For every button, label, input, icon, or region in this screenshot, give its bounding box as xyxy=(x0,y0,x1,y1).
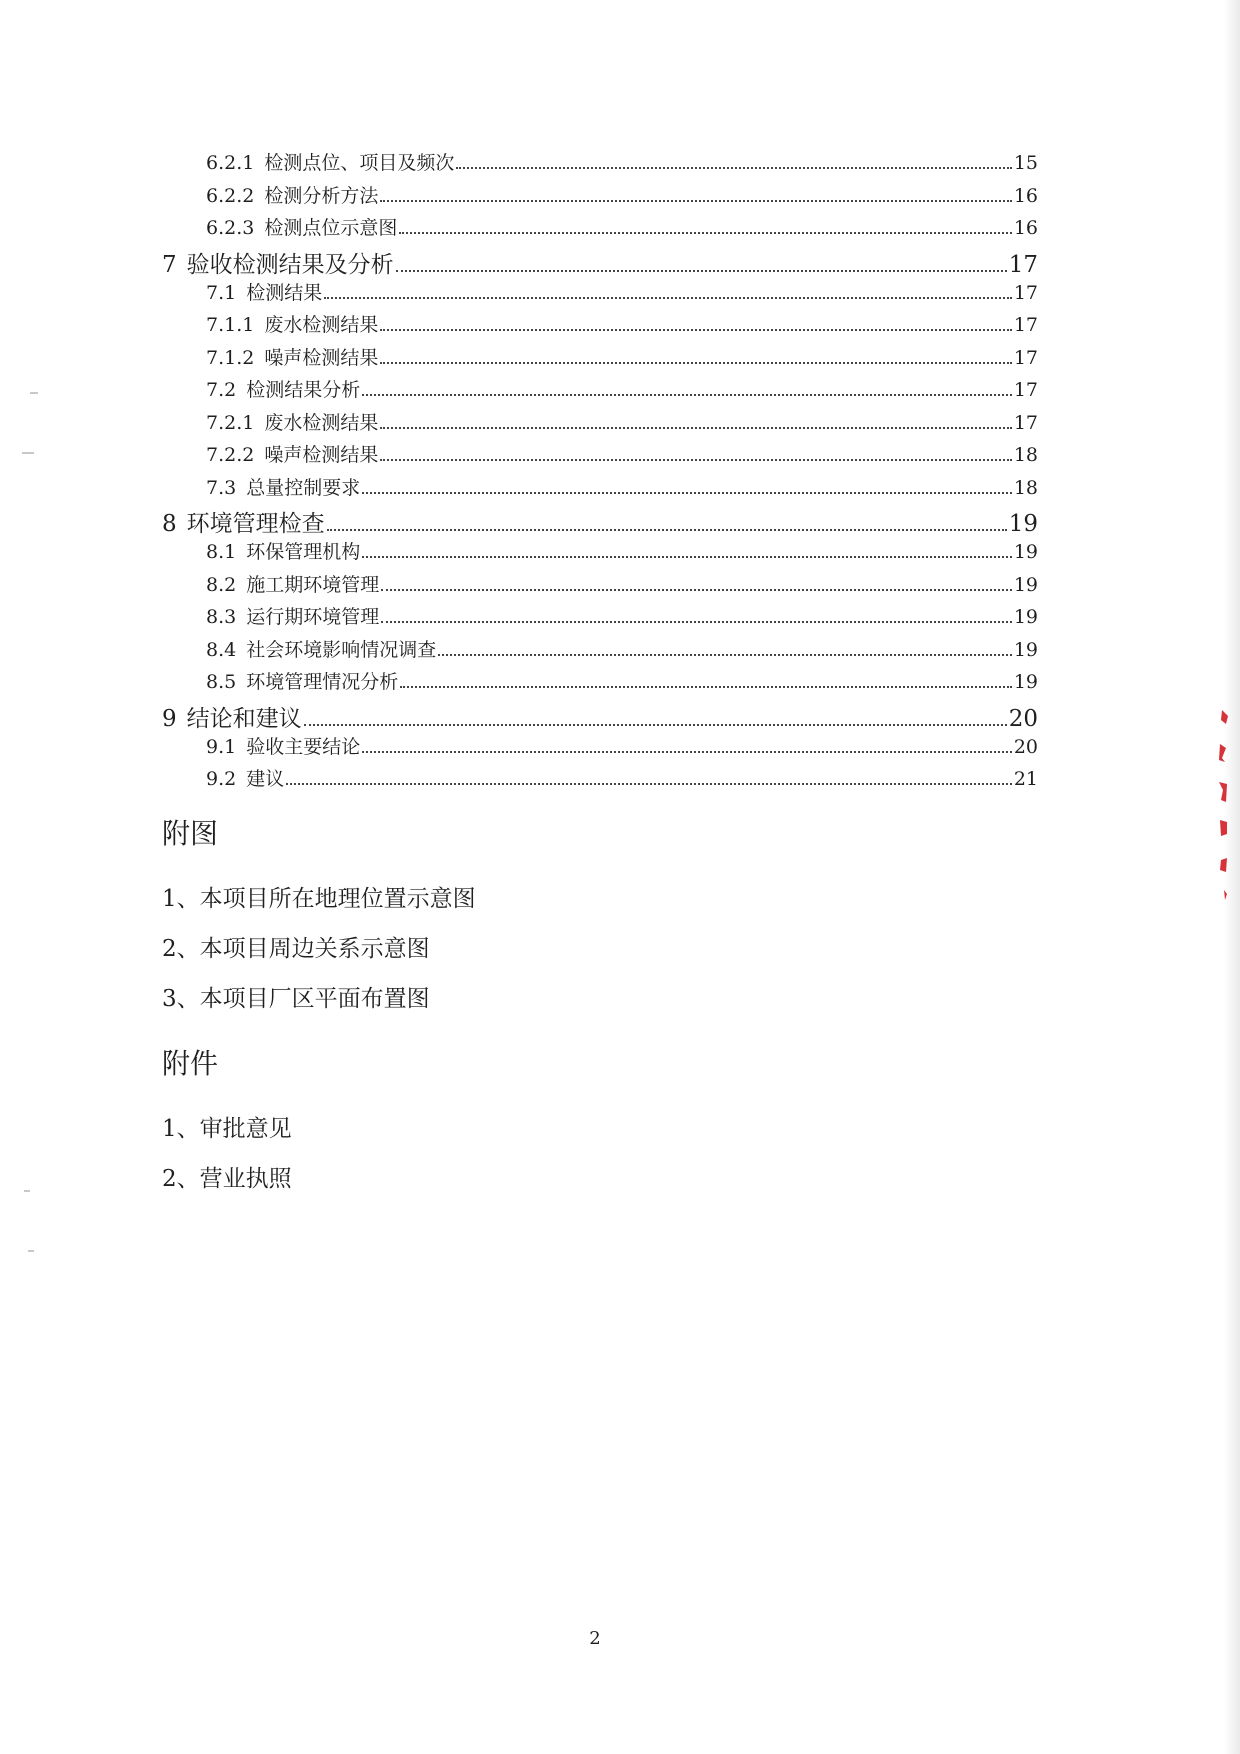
toc-title: 噪声检测结果 xyxy=(264,444,379,466)
toc-number: 8.4 xyxy=(206,638,237,661)
toc-page-number: 17 xyxy=(1013,281,1038,304)
toc-title: 废水检测结果 xyxy=(264,314,379,336)
toc-entry[interactable] xyxy=(162,343,1038,376)
toc-title: 检测点位、项目及频次 xyxy=(264,152,455,174)
dot-leader xyxy=(362,556,1012,558)
toc-number: 9.2 xyxy=(206,768,237,790)
toc-entry[interactable] xyxy=(162,602,1038,635)
toc-page-number: 19 xyxy=(1008,511,1038,537)
scan-speck xyxy=(24,1190,30,1192)
dot-leader xyxy=(380,362,1011,364)
toc-page-number: 19 xyxy=(1013,671,1038,693)
toc-entry[interactable] xyxy=(162,408,1038,441)
toc-title: 施工期环境管理 xyxy=(246,573,380,596)
dot-leader xyxy=(381,589,1012,591)
toc-entry[interactable] xyxy=(162,732,1038,765)
toc-chapter-entry[interactable] xyxy=(162,505,1038,537)
toc-page-number: 19 xyxy=(1013,606,1038,628)
figures-heading: 附图 xyxy=(162,817,219,850)
toc-entry[interactable] xyxy=(162,440,1038,473)
toc-entry[interactable] xyxy=(162,635,1038,668)
toc-title: 检测点位示意图 xyxy=(264,217,398,239)
toc-title: 验收检测结果及分析 xyxy=(186,251,394,278)
toc-entry[interactable] xyxy=(162,667,1038,700)
toc-number: 7.2 xyxy=(206,379,237,401)
toc-number: 7.1.1 xyxy=(206,314,255,336)
toc-number: 7.2.1 xyxy=(206,411,255,434)
attachment-item: 2、营业执照 xyxy=(162,1166,292,1192)
toc-entry[interactable] xyxy=(162,310,1038,343)
toc-chapter-entry[interactable] xyxy=(162,246,1038,278)
toc-number: 6.2.1 xyxy=(206,152,255,174)
toc-number: 9.1 xyxy=(206,735,237,758)
toc-entry[interactable] xyxy=(162,537,1038,570)
toc-page-number: 18 xyxy=(1013,444,1038,466)
page-number: 2 xyxy=(589,1628,601,1649)
dot-leader xyxy=(380,459,1011,461)
dot-leader xyxy=(396,270,1007,272)
toc-page-number: 19 xyxy=(1013,573,1038,596)
toc-number: 7 xyxy=(162,251,177,278)
toc-title: 检测分析方法 xyxy=(264,184,379,207)
toc-chapter-entry[interactable] xyxy=(162,700,1038,732)
figure-item: 1、本项目所在地理位置示意图 xyxy=(162,886,476,912)
toc-page-number: 20 xyxy=(1008,705,1038,732)
toc-title: 结论和建议 xyxy=(186,705,302,732)
toc-number: 6.2.3 xyxy=(206,217,255,239)
toc-number: 8 xyxy=(162,511,177,537)
toc-entry[interactable] xyxy=(162,213,1038,246)
toc-title: 环保管理机构 xyxy=(246,541,361,563)
dot-leader xyxy=(304,724,1007,726)
dot-leader xyxy=(456,167,1011,169)
scan-speck xyxy=(28,1250,34,1252)
toc-page-number: 20 xyxy=(1013,735,1038,758)
red-seal-edge xyxy=(1212,710,1228,910)
dot-leader xyxy=(362,751,1012,753)
dot-leader xyxy=(438,654,1012,656)
dot-leader xyxy=(399,232,1011,234)
toc-title: 验收主要结论 xyxy=(246,735,361,758)
toc-title: 社会环境影响情况调查 xyxy=(246,638,437,661)
toc-title: 建议 xyxy=(246,768,285,790)
toc-entry[interactable] xyxy=(162,473,1038,506)
toc-number: 6.2.2 xyxy=(206,184,255,207)
toc-number: 8.1 xyxy=(206,541,237,563)
toc-entry[interactable] xyxy=(162,181,1038,214)
table-of-contents xyxy=(162,148,1038,797)
figure-item: 3、本项目厂区平面布置图 xyxy=(162,986,430,1012)
toc-number: 8.5 xyxy=(206,671,237,693)
figure-item: 2、本项目周边关系示意图 xyxy=(162,936,430,962)
toc-page-number: 16 xyxy=(1013,184,1038,207)
dot-leader xyxy=(380,427,1011,429)
toc-title: 检测结果分析 xyxy=(246,379,361,401)
toc-number: 7.1 xyxy=(206,281,237,304)
scan-speck xyxy=(30,392,38,394)
toc-page-number: 18 xyxy=(1013,476,1038,499)
toc-title: 废水检测结果 xyxy=(264,411,379,434)
toc-page-number: 17 xyxy=(1013,379,1038,401)
toc-title: 总量控制要求 xyxy=(246,476,361,499)
toc-title: 运行期环境管理 xyxy=(246,606,380,628)
toc-number: 7.1.2 xyxy=(206,346,255,369)
toc-entry[interactable] xyxy=(162,148,1038,181)
scan-speck xyxy=(22,452,34,454)
toc-entry[interactable] xyxy=(162,570,1038,603)
toc-page-number: 21 xyxy=(1013,768,1038,790)
attachments-heading: 附件 xyxy=(162,1047,219,1080)
toc-page-number: 19 xyxy=(1013,541,1038,563)
toc-number: 7.3 xyxy=(206,476,237,499)
toc-number: 9 xyxy=(162,705,177,732)
dot-leader xyxy=(362,394,1012,396)
dot-leader xyxy=(327,529,1007,531)
toc-number: 8.2 xyxy=(206,573,237,596)
toc-title: 环境管理情况分析 xyxy=(246,671,399,693)
toc-page-number: 16 xyxy=(1013,217,1038,239)
toc-title: 检测结果 xyxy=(246,281,323,304)
toc-page-number: 17 xyxy=(1013,314,1038,336)
toc-page-number: 17 xyxy=(1013,346,1038,369)
toc-page-number: 19 xyxy=(1013,638,1038,661)
toc-number: 8.3 xyxy=(206,606,237,628)
toc-page-number: 15 xyxy=(1013,152,1038,174)
dot-leader xyxy=(380,329,1011,331)
dot-leader xyxy=(380,200,1011,202)
toc-page-number: 17 xyxy=(1008,251,1038,278)
toc-entry[interactable] xyxy=(162,375,1038,408)
dot-leader xyxy=(400,686,1012,688)
toc-title: 环境管理检查 xyxy=(186,511,325,537)
dot-leader xyxy=(286,783,1012,785)
toc-number: 7.2.2 xyxy=(206,444,255,466)
toc-page-number: 17 xyxy=(1013,411,1038,434)
dot-leader xyxy=(362,492,1012,494)
toc-entry[interactable] xyxy=(162,764,1038,797)
toc-entry[interactable] xyxy=(162,278,1038,311)
toc-title: 噪声检测结果 xyxy=(264,346,379,369)
attachment-item: 1、审批意见 xyxy=(162,1116,292,1142)
dot-leader xyxy=(381,621,1012,623)
dot-leader xyxy=(324,297,1012,299)
